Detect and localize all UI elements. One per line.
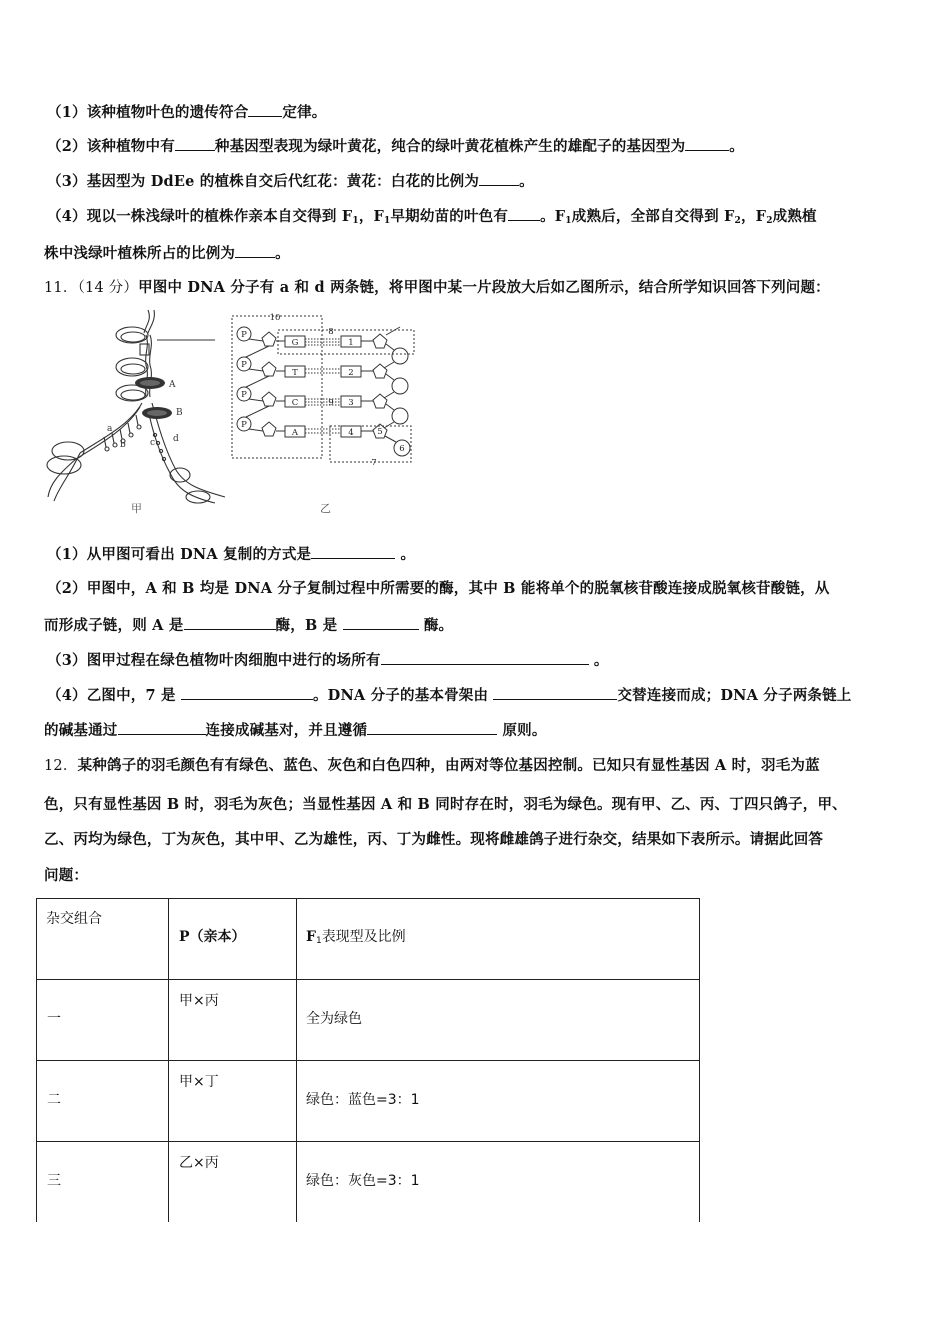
number-label: 2 [348,368,354,378]
base-label: A [291,428,299,438]
label-d: d [173,434,179,444]
table-cell [37,1142,169,1223]
label-5: 5 [377,427,383,437]
answer-blank[interactable] [184,615,276,630]
cell-group: 二 [47,1092,61,1108]
header-parents: P（亲本） [179,929,246,945]
q11-p4-text: 连接成碱基对，并且遵循 [205,722,368,739]
q10-part3 [47,171,534,192]
q11-p1-text: （1）从甲图可看出 DNA 复制的方式是 [47,546,312,563]
q10-p4-text: 成熟植 [772,208,817,225]
q11-part4-line2 [44,720,547,741]
answer-blank[interactable] [311,544,395,559]
subscript: 1 [384,216,391,226]
q12-stem-line1 [44,756,820,776]
q10-p4-text: 。F [540,208,566,225]
subscript: 2 [766,216,773,226]
figure-jia-dna-replication [40,305,230,505]
answer-blank[interactable] [381,650,589,665]
q10-p4-text: 早期幼苗的叶色有 [390,208,509,225]
cell-group: 三 [47,1173,61,1189]
answer-blank[interactable] [343,615,419,630]
q12-stem-line2 [44,795,847,815]
label-7: 7 [371,458,377,468]
q10-p2-text: （2）该种植物中有 [47,138,175,155]
q11-p4-text: 的碱基通过 [44,722,118,739]
phosphate-label: P [241,390,247,400]
figure-jia-caption: 甲 [131,502,142,515]
q11-p2-text: （2）甲图中，A 和 B 均是 DNA 分子复制过程中所需要的酶，其中 B 能将单个的脱氧核苷酸连接成脱氧核苷酸链，从 [47,580,830,597]
phosphate-label: P [241,330,247,340]
question-stem: 色，只有显性基因 B 时，羽毛为灰色；当显性基因 A 和 B 同时存在时，羽毛为绿色。现有甲、乙、丙、丁四只鸽子，甲、 [44,796,847,813]
table-cell [297,1061,700,1142]
table-header-cell [169,899,297,980]
q10-p3-suffix: 。 [519,173,534,190]
number-label: 4 [348,428,354,438]
q11-part1 [47,544,415,565]
q11-p4-text: 交替连接而成；DNA 分子两条链上 [617,687,852,704]
q11-p2-suffix: 酶。 [418,617,454,634]
subscript: 1 [565,216,572,226]
cell-result: 绿色：蓝色=3：1 [306,1092,420,1108]
cell-parents: 甲×丁 [179,1074,219,1090]
q10-p3-text: （3）基因型为 DdEe 的植株自交后代红花：黄花：白花的比例为 [47,173,480,190]
table-cell [297,1142,700,1223]
q11-stem [44,278,830,298]
q11-p2-text: 而形成子链，则 A 是 [44,617,184,634]
answer-blank[interactable] [181,685,313,700]
label-a: a [107,424,113,434]
q10-part2 [47,136,744,157]
number-label: 1 [348,338,354,348]
f1-text: 表现型及比例 [321,929,406,945]
answer-blank[interactable] [479,171,519,186]
q10-p4-text: ，F [740,208,767,225]
answer-blank[interactable] [508,206,540,221]
cell-result: 全为绿色 [306,1011,362,1027]
table-cell [297,980,700,1061]
answer-blank[interactable] [367,720,497,735]
table-cell [169,1142,297,1223]
answer-blank[interactable] [248,102,282,117]
figure-yi-caption: 乙 [320,502,331,515]
label-6: 6 [399,444,405,454]
answer-blank[interactable] [685,136,729,151]
q11-p2-mid: 酶，B 是 [275,617,343,634]
f1-letter: F [306,929,316,945]
q12-stem-line3 [44,830,823,850]
phosphate-label: P [241,420,247,430]
q10-p4-suffix: 。 [275,245,290,262]
q10-p1-text: （1）该种植物叶色的遗传符合 [47,104,249,121]
table-cell [169,980,297,1061]
label-10: 10 [269,313,281,323]
label-B: B [176,408,183,418]
label-9: 9 [328,398,334,408]
q10-p2-mid: 种基因型表现为绿叶黄花，纯合的绿叶黄花植株产生的雄配子的基因型为 [214,138,686,155]
subscript: 1 [315,936,322,946]
base-label: G [291,338,299,348]
header-group: 杂交组合 [46,911,102,927]
table-row [37,1142,700,1223]
label-8: 8 [328,327,334,337]
number-label: 3 [348,398,354,408]
cross-results-table [36,898,700,1222]
q11-part3 [47,650,609,671]
question-stem: 某种鸽子的羽毛颜色有有绿色、蓝色、灰色和白色四种，由两对等位基因控制。已知只有显性基因 A 时，羽毛为蓝 [77,757,820,774]
q10-p2-suffix: 。 [729,138,744,155]
label-A: A [169,380,176,390]
q12-stem-line4 [44,866,88,886]
q10-p4-text: 成熟后，全部自交得到 F [571,208,735,225]
table-cell [169,1061,297,1142]
question-stem: 甲图中 DNA 分子有 a 和 d 两条链，将甲图中某一片段放大后如乙图所示，结合所学知识回答下列问题： [138,279,830,296]
question-number: 12． [44,758,78,774]
figure-yi-dna-structure [228,312,423,472]
q11-part4-line1 [47,685,852,706]
q10-p4-text: （4）现以一株浅绿叶的植株作亲本自交得到 F [47,208,353,225]
q10-part4-line2 [44,243,290,264]
q11-part2-line2 [44,615,453,636]
q11-p4-text: 。DNA 分子的基本骨架由 [312,687,494,704]
answer-blank[interactable] [235,243,275,258]
cell-parents: 乙×丙 [179,1155,219,1171]
answer-blank[interactable] [175,136,215,151]
q10-p1-suffix: 定律。 [282,104,327,121]
label-c: c [150,438,156,448]
question-score: （14 分） [77,280,139,296]
cell-result: 绿色：灰色=3：1 [306,1173,420,1189]
subscript: 2 [734,216,741,226]
question-number: 11． [44,280,78,296]
answer-blank[interactable] [118,720,206,735]
table-cell [37,980,169,1061]
phosphate-label: P [241,360,247,370]
question-stem: 乙、丙均为绿色，丁为灰色，其中甲、乙为雄性，丙、丁为雌性。现将雌雄鸽子进行杂交，结果如下表所示。请据此回答 [44,831,824,848]
q11-p4-text: （4）乙图中，7 是 [47,687,181,704]
q10-p4-text: ，F [358,208,385,225]
base-label: T [292,368,298,378]
table-header-row [37,899,700,980]
q11-p3-suffix: 。 [588,652,609,669]
cell-parents: 甲×丙 [179,993,219,1009]
table-row [37,1061,700,1142]
header-f1 [306,926,406,946]
table-header-cell [37,899,169,980]
q10-part1 [47,102,327,123]
q11-p4-suffix: 原则。 [497,722,547,739]
table-cell [37,1061,169,1142]
q11-part2-line1 [47,579,830,599]
q10-p4-text: 株中浅绿叶植株所占的比例为 [44,245,236,262]
subscript: 1 [352,216,359,226]
q10-part4-line1 [47,206,817,231]
answer-blank[interactable] [493,685,617,700]
table-header-cell [297,899,700,980]
label-b: b [120,440,126,450]
question-stem: 问题： [44,867,89,884]
q11-p3-text: （3）图甲过程在绿色植物叶肉细胞中进行的场所有 [47,652,381,669]
base-label: C [291,398,299,408]
q11-p1-suffix: 。 [395,546,416,563]
cell-group: 一 [47,1011,61,1027]
table-row [37,980,700,1061]
